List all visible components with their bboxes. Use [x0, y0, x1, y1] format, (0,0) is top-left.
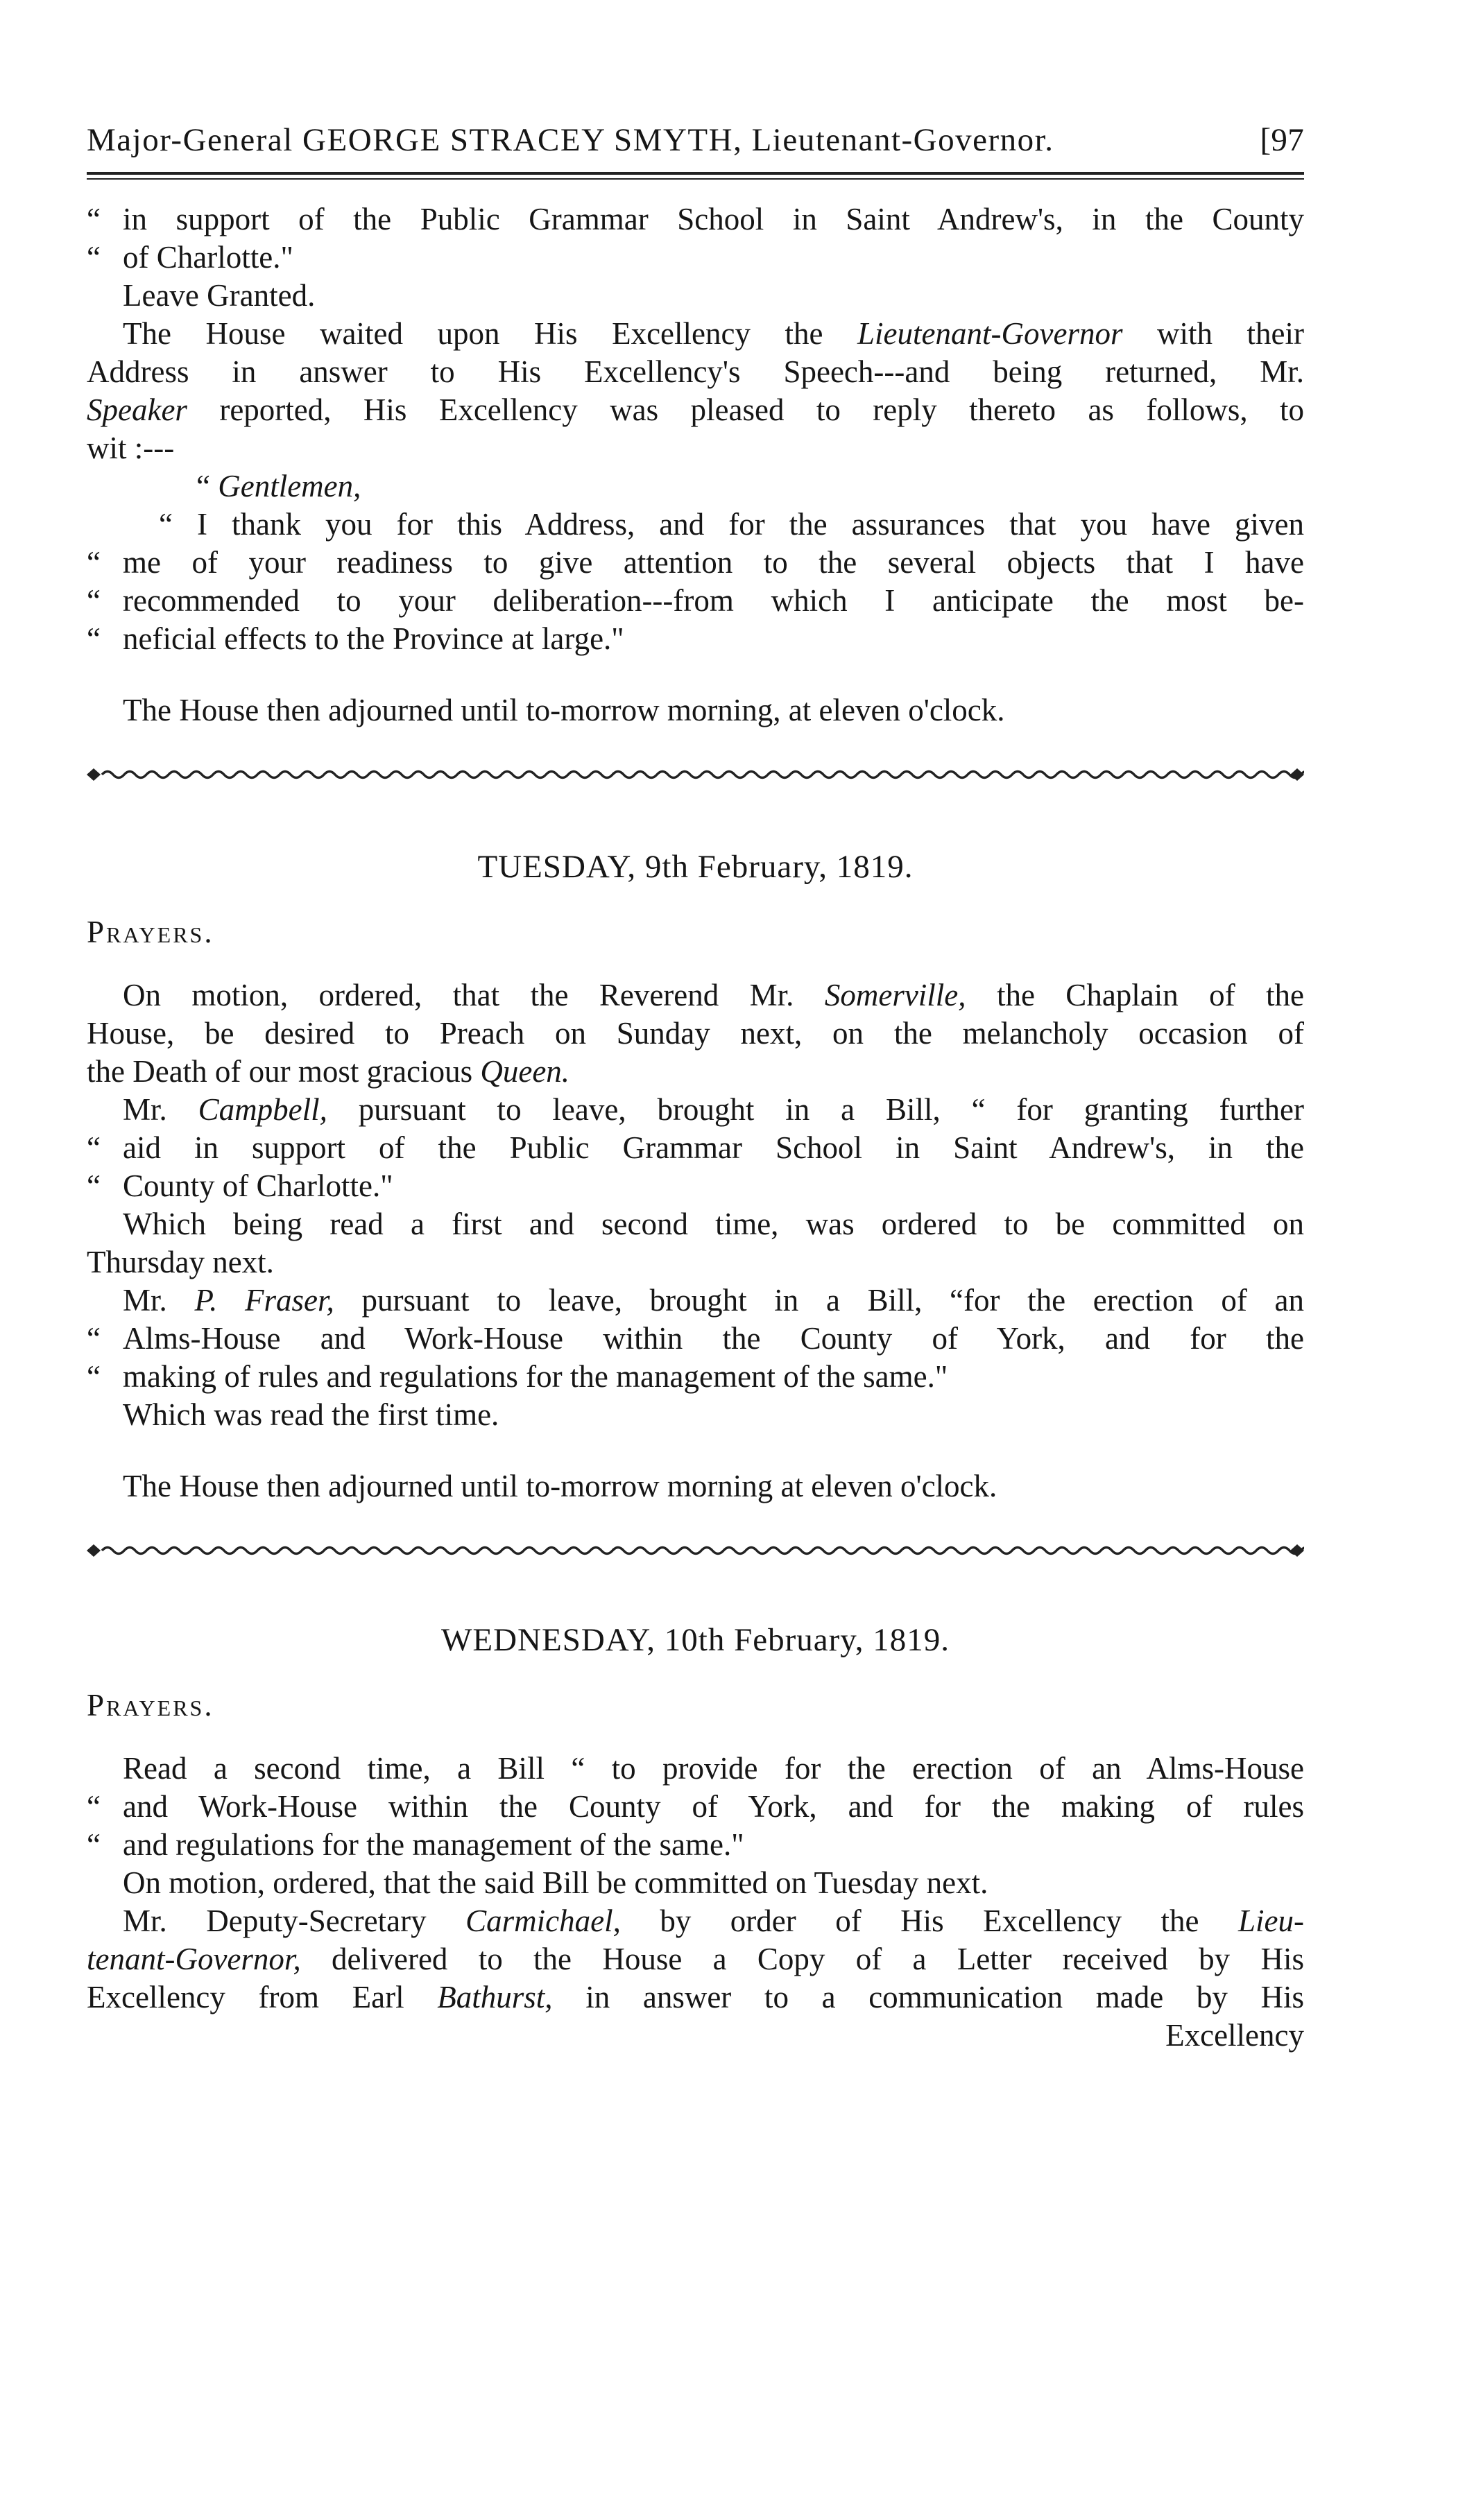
text-line: House, be desired to Preach on Sunday next, on the melancholy occasion of [87, 1016, 1304, 1051]
quoted-reply-line: “ me of your readiness to give attention to the several objects that I have [87, 544, 1304, 582]
wednesday-date-heading: WEDNESDAY, 10th February, 1819. [441, 1622, 950, 1658]
text-line: On motion, ordered, that the Reverend Mr. Somerville, the Chaplain of the [123, 978, 1305, 1012]
text-line: Thursday next. [87, 1245, 274, 1279]
text-line: “ of Charlotte." [87, 239, 1304, 277]
text-line: Read a second time, a Bill “ to provide for the erection of an Alms-House [123, 1751, 1304, 1786]
quote-mark: “ [87, 1359, 101, 1394]
text-line: Which was read the first time. [123, 1397, 499, 1432]
document-page [87, 118, 1304, 2055]
quote-mark: “ [87, 1168, 101, 1203]
quoted-reply-line: “ neficial effects to the Province at large." [87, 620, 1304, 658]
text-line: the Death of our most gracious Queen. [87, 1054, 570, 1089]
text-line: “ County of Charlotte." [87, 1167, 1304, 1205]
quote-mark: “ [87, 583, 101, 618]
text-line: tenant-Governor, delivered to the House a Copy of a Letter received by His [87, 1942, 1305, 1976]
text-line: Excellency from Earl Bathurst, in answer to a communication made by His [87, 1980, 1305, 2014]
quote-mark: “ [87, 621, 101, 656]
continued-proceedings [87, 200, 1304, 730]
quote-mark: “ [87, 1827, 101, 1862]
quoted-reply-line: “ recommended to your deliberation---from which I anticipate the most be- [87, 582, 1304, 620]
text-line: “ and Work-House within the County of York, and for the making of rules [87, 1788, 1304, 1826]
text-line: Leave Granted. [123, 278, 316, 313]
running-head-title: Major-General GEORGE STRACEY SMYTH, Lieutenant-Governor. [87, 122, 1054, 158]
text-line: Mr. Deputy-Secretary Carmichael, by order of His Excellency the Lieu- [123, 1904, 1305, 1938]
text-line: “ aid in support of the Public Grammar School in Saint Andrew's, in the [87, 1129, 1304, 1167]
page-number: [97 [1260, 122, 1304, 158]
text-line: “ Alms-House and Work-House within the County of York, and for the [87, 1320, 1304, 1358]
adjournment-line: The House then adjourned until to-morrow morning, at eleven o'clock. [123, 693, 1005, 727]
quote-mark: “ [87, 202, 101, 236]
text-line: “ in support of the Public Grammar School in Saint Andrew's, in the County [87, 200, 1304, 239]
text-line: “ making of rules and regulations for the management of the same." [87, 1358, 1304, 1396]
text-line: Mr. P. Fraser, pursuant to leave, brought in a Bill, “for the erection of an [123, 1283, 1305, 1318]
text-line: Mr. Campbell, pursuant to leave, brought in a Bill, “ for granting further [123, 1092, 1304, 1127]
quoted-reply-line: “ I thank you for this Address, and for the assurances that you have given [159, 507, 1305, 542]
quote-mark: “ [87, 545, 101, 580]
running-head [87, 118, 1304, 162]
text-line: Address in answer to His Excellency's Speech---and being returned, Mr. [87, 354, 1304, 389]
quote-mark: “ [87, 1321, 101, 1356]
text-line: Which being read a first and second time, was ordered to be committed on [123, 1207, 1304, 1241]
text-line: The House waited upon His Excellency the Lieutenant-Governor with their [123, 316, 1305, 351]
text-line: Speaker reported, His Excellency was pleased to reply thereto as follows, to [87, 392, 1304, 427]
header-double-rule [87, 172, 1304, 180]
catchword: Excellency [1165, 2018, 1304, 2053]
text-line: “ and regulations for the management of the same." [87, 1826, 1304, 1864]
ornamental-divider [87, 730, 1304, 820]
text-line: wit :--- [87, 431, 175, 465]
tuesday-date-heading: TUESDAY, 9th February, 1819. [477, 849, 914, 885]
adjournment-line: The House then adjourned until to-morrow morning at eleven o'clock. [123, 1469, 997, 1503]
prayers-label: Prayers. [87, 915, 214, 949]
wednesday-section [87, 1596, 1304, 2055]
ornamental-divider [87, 1505, 1304, 1596]
tuesday-section [87, 820, 1304, 1505]
quote-mark: “ [87, 240, 101, 275]
salutation: “ Gentlemen, [196, 469, 361, 503]
quote-mark: “ [87, 1789, 101, 1824]
quote-mark: “ [87, 1130, 101, 1165]
text-line: On motion, ordered, that the said Bill be committed on Tuesday next. [123, 1865, 988, 1900]
prayers-label: Prayers. [87, 1688, 214, 1723]
